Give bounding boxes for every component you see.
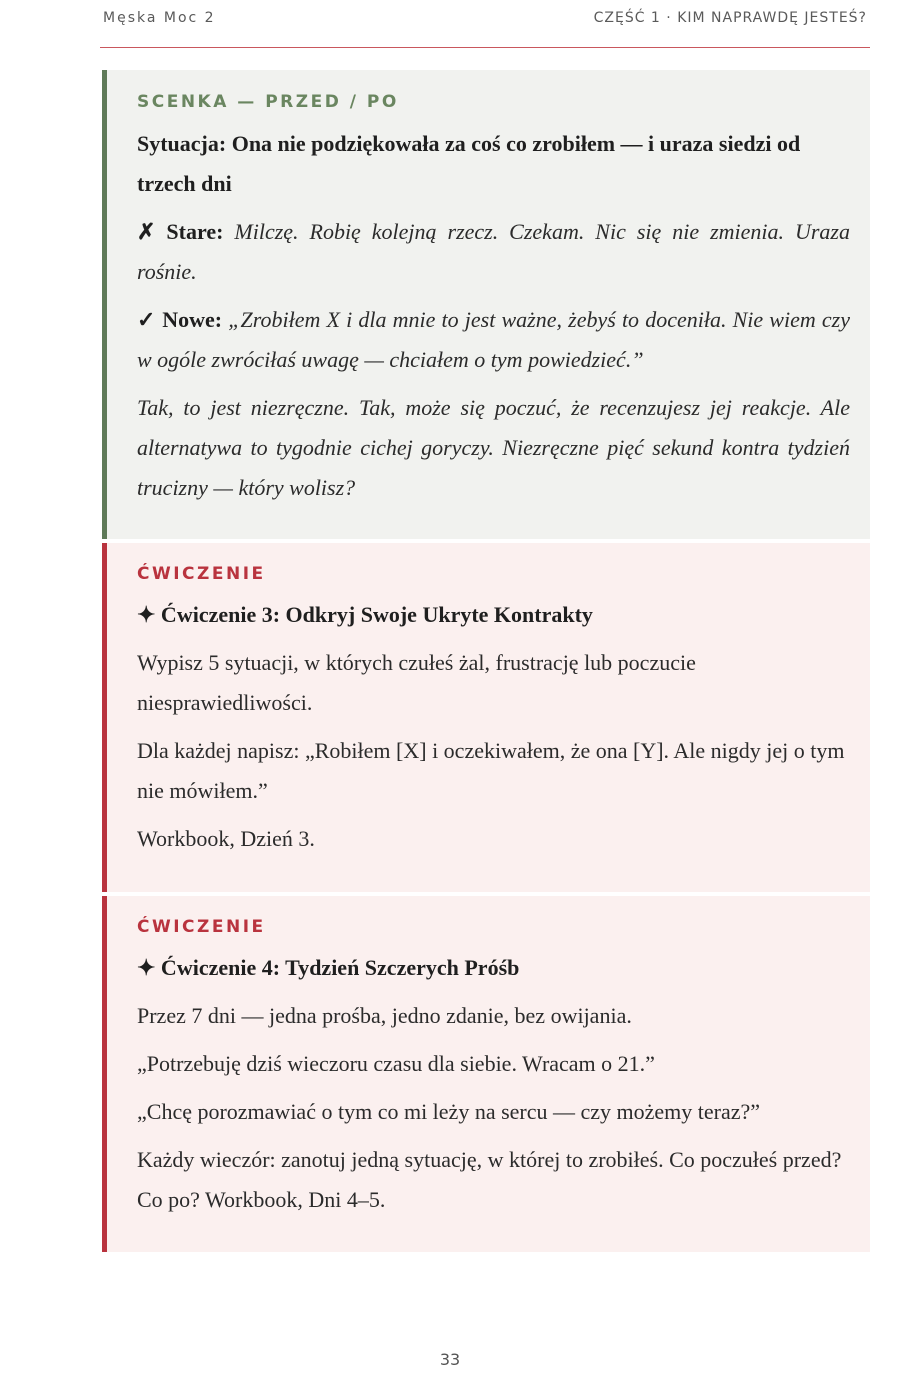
- exercise-3-box: [102, 543, 870, 892]
- exercise-4-paragraph: Przez 7 dni — jedna prośba, jedno zdanie, bez owijania.: [137, 1003, 632, 1028]
- scene-old: [137, 212, 850, 292]
- scene-label: SCENKA — PRZED / PO: [137, 92, 399, 112]
- old-tag: ✗ Stare:: [137, 219, 224, 244]
- exercise-3-paragraph: Dla każdej napisz: „Robiłem [X] i oczekiwałem, że ona [Y]. Ale nigdy jej o tym nie mówiłem.”: [137, 738, 845, 803]
- scene-title: Sytuacja: Ona nie podziękowała za coś co zrobiłem — i uraza siedzi od trzech dni: [137, 131, 801, 196]
- exercise-4-label: ĆWICZENIE: [137, 917, 266, 937]
- exercise-3-paragraph: Wypisz 5 sytuacji, w których czułeś żal, frustrację lub poczucie niesprawiedliwości.: [137, 650, 696, 715]
- exercise-4-paragraph: „Chcę porozmawiać o tym co mi leży na sercu — czy możemy teraz?”: [137, 1099, 761, 1124]
- scene-box: [102, 70, 870, 539]
- exercise-3-paragraph: Workbook, Dzień 3.: [137, 826, 315, 851]
- part-title: CZĘŚĆ 1 · KIM NAPRAWDĘ JESTEŚ?: [593, 10, 867, 26]
- page-number: 33: [439, 1350, 461, 1369]
- book-title: Męska Moc 2: [103, 10, 216, 26]
- exercise-4-paragraph: Każdy wieczór: zanotuj jedną sytuację, w której to zrobiłeś. Co poczułeś przed? Co po? Workbook, Dni 4–5.: [137, 1147, 842, 1212]
- exercise-4-paragraph: „Potrzebuję dziś wieczoru czasu dla siebie. Wracam o 21.”: [137, 1051, 655, 1076]
- old-text: Milczę. Robię kolejną rzecz. Czekam. Nic się nie zmienia. Uraza rośnie.: [137, 219, 850, 284]
- exercise-4-box: [102, 896, 870, 1252]
- scene-new: [137, 300, 850, 380]
- scene-comment: Tak, to jest niezręczne. Tak, może się poczuć, że recenzujesz jej reakcje. Ale alternatywa to tygodnie cichej goryczy. Niezręczne pięć sekund kontra tydzień trucizny — który wolisz?: [137, 395, 850, 500]
- page-header: [100, 0, 870, 48]
- new-text: „Zrobiłem X i dla mnie to jest ważne, żebyś to doceniła. Nie wiem czy w ogóle zwróciłaś uwagę — chciałem o tym powiedzieć.”: [137, 307, 850, 372]
- exercise-3-label: ĆWICZENIE: [137, 564, 266, 584]
- exercise-4-title: ✦ Ćwiczenie 4: Tydzień Szczerych Próśb: [137, 955, 520, 980]
- new-tag: ✓ Nowe:: [137, 307, 223, 332]
- exercise-3-title: ✦ Ćwiczenie 3: Odkryj Swoje Ukryte Kontrakty: [137, 602, 593, 627]
